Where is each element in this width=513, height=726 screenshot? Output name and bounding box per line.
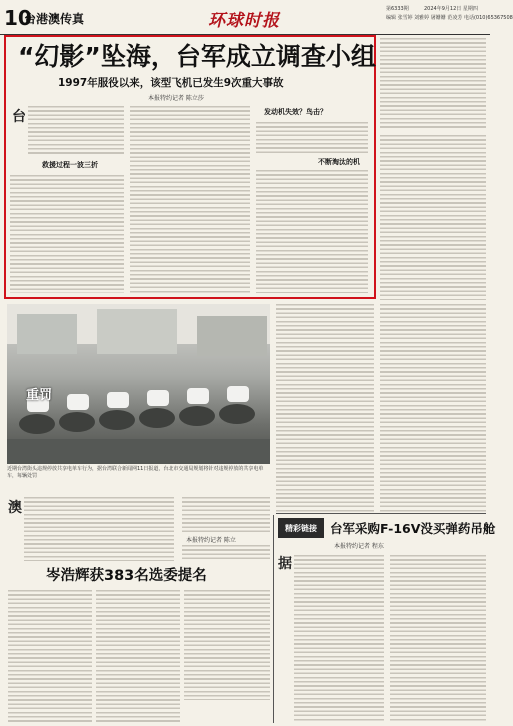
lead-body-col-1b — [10, 175, 124, 293]
divider-vertical — [273, 515, 274, 723]
editor-credits: 编辑 张雪婷 刘雅婷 屠姗姗 范凌芳 电话(010)65367508 — [386, 15, 513, 21]
feature-tag: 精彩链接 — [278, 518, 324, 538]
f16-dropcap: 据 — [278, 556, 292, 572]
macau-byline: 本报特约记者 陈立 — [186, 537, 236, 544]
macau-body-c — [182, 497, 270, 533]
lead-subheadline: 1997年服役以来，该型飞机已发生9次重大事故 — [58, 77, 284, 89]
issue-number: 第6333期 — [386, 6, 409, 12]
page-header — [0, 0, 513, 35]
macau-body-a — [24, 497, 174, 561]
section-title: 台港澳传真 — [24, 12, 85, 26]
macau-body-b — [182, 545, 270, 561]
photo-caption: 近期台湾街头违规停放共享电单车行为，据台湾联合新闻网11日报道，台北市交通局规划将针对违规停放的共享电单车，每辆处罚 — [7, 466, 264, 479]
f16-body-b — [390, 555, 486, 721]
lead-subheading-retire: 不断淘汰的机 — [318, 158, 360, 166]
lead-body-col-2 — [130, 106, 250, 293]
macau-headline: 岑浩辉获383名选委提名 — [46, 568, 207, 584]
masthead-logo: 环球时报 — [208, 11, 280, 31]
macau-body-d — [8, 590, 92, 722]
f16-body-a — [294, 555, 384, 721]
divider-horizontal — [276, 513, 486, 514]
lead-body-col-3b — [256, 170, 368, 293]
right-col-text-mid — [380, 135, 486, 300]
lead-byline: 本报特约记者 陈立莎 — [148, 95, 204, 102]
macau-dropcap: 澳 — [8, 500, 22, 516]
macau-body-f — [184, 590, 270, 700]
right-col-text-top — [380, 38, 486, 128]
lead-body-col-1 — [28, 106, 124, 156]
macau-body-e — [96, 590, 180, 722]
lead-dropcap: 台 — [12, 109, 26, 125]
photo-label: 重罚 — [26, 388, 53, 403]
mid-col-text-b — [380, 304, 486, 512]
issue-date: 2024年9月12日 星期四 — [424, 6, 478, 12]
f16-byline: 本报特约记者 程东 — [334, 543, 384, 550]
lead-headline: “幻影”坠海，台军成立调查小组 — [18, 42, 376, 71]
lead-subheading-engine: 发动机失效？鸟击？ — [264, 108, 327, 116]
f16-headline: 台军采购F-16V没买弹药吊舱 — [330, 521, 496, 536]
page-number: 10 — [4, 6, 32, 30]
mid-col-text-a — [276, 304, 374, 512]
lead-subheading-rescue: 救援过程一波三折 — [42, 161, 98, 169]
lead-body-col-3 — [256, 122, 368, 154]
